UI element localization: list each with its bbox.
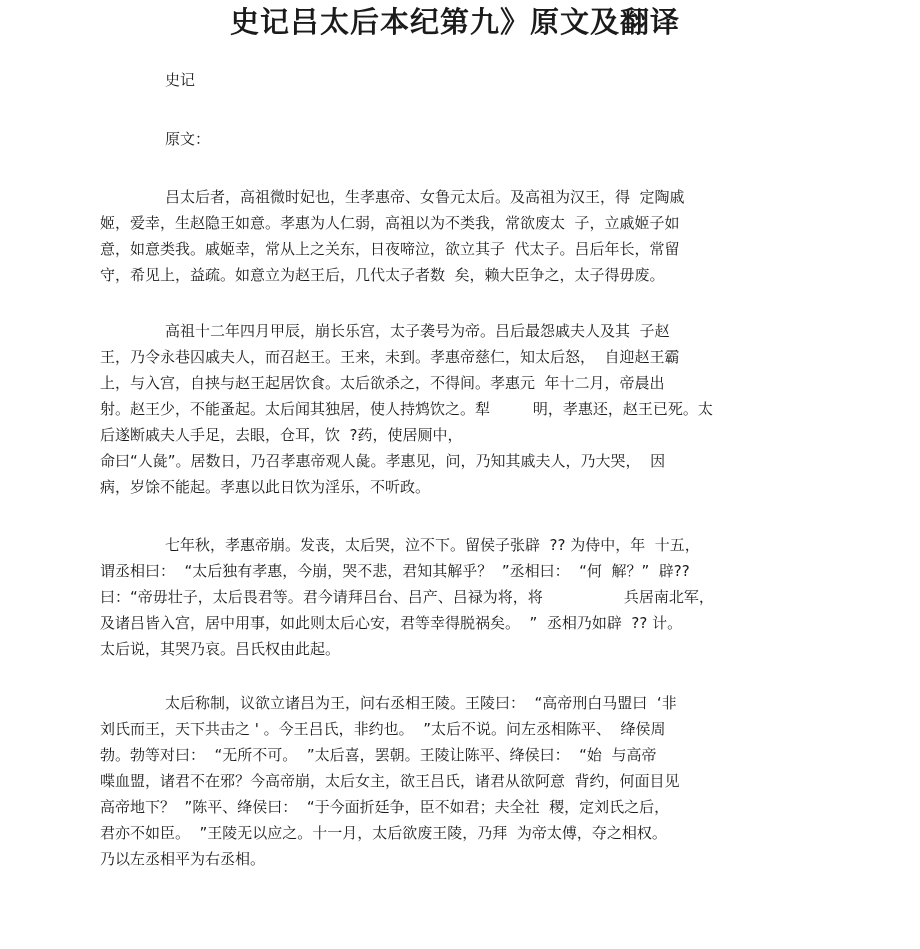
paragraph <box>100 318 800 500</box>
text-line: 王，乃令永巷囚戚夫人，而召赵王。王来，未到。孝惠帝慈仁，知太后怒， 自迎赵王霸 <box>100 348 680 366</box>
text-line: 命曰“人彘”。居数日，乃召孝惠帝观人彘。孝惠见，问，乃知其戚夫人，乃大哭， 因 <box>100 452 666 470</box>
text-line: 谓丞相曰： “太后独有孝惠，今崩，哭不悲，君知其解乎？ ”丞相曰： “何 解？” 辟?? <box>100 562 690 580</box>
text-line: 射。赵王少，不能蚤起。太后闻其独居，使人持鸩饮之。犁 明，孝惠还，赵王已死。太 <box>100 400 713 418</box>
text-line: 七年秋，孝惠帝崩。发丧，太后哭，泣不下。留侯子张辟 ?? 为侍中，年 十五， <box>165 536 700 554</box>
text-line: 太后称制，议欲立诸吕为王，问右丞相王陵。王陵曰： “高帝刑白马盟曰 ‘非 <box>165 694 677 712</box>
paragraph <box>100 532 800 662</box>
text-line: 吕太后者，高祖微时妃也，生孝惠帝、女鲁元太后。及高祖为汉王，得 定陶戚 <box>165 188 685 206</box>
text-line: 高祖十二年四月甲辰，崩长乐宫，太子袭号为帝。吕后最怨戚夫人及其 子赵 <box>165 322 670 340</box>
text-line: 姬，爱幸，生赵隐王如意。孝惠为人仁弱，高祖以为不类我，常欲废太 子，立戚姬子如 <box>100 214 680 232</box>
document-title: 史记吕太后本纪第九》原文及翻译 <box>229 5 680 39</box>
paragraph <box>100 690 800 872</box>
text-line: 守，希见上，益疏。如意立为赵王后，几代太子者数 矣，赖大臣争之，太子得毋废。 <box>100 266 665 284</box>
text-line: 上，与入宫，自挟与赵王起居饮食。太后欲杀之，不得间。孝惠元 年十二月，帝晨出 <box>100 374 665 392</box>
text-line: 后遂断戚夫人手足，去眼，仓耳，饮 ?药，使居厕中， <box>100 426 463 444</box>
text-line: 曰：“帝毋壮子，太后畏君等。君今请拜吕台、吕产、吕禄为将，将 兵居南北军， <box>100 588 714 606</box>
section-heading: 原文： <box>165 130 211 148</box>
text-line: 勃。勃等对曰： “无所不可。 ”太后喜，罢朝。王陵让陈平、绛侯曰： “始 与高帝 <box>100 746 657 764</box>
text-line: 病，岁馀不能起。孝惠以此日饮为淫乐，不听政。 <box>100 478 431 496</box>
source-label: 史记 <box>165 71 196 89</box>
paragraph <box>100 184 800 288</box>
text-line: 及诸吕皆入宫，居中用事，如此则太后心安，君等幸得脱祸矣。 ” 丞相乃如辟 ?? 计。 <box>100 614 683 632</box>
text-line: 乃以左丞相平为右丞相。 <box>100 850 266 868</box>
text-line: 刘氏而王，天下共击之 ' 。今王吕氏，非约也。 ”太后不说。问左丞相陈平、 绛侯周 <box>100 720 666 738</box>
text-line: 意，如意类我。戚姬幸，常从上之关东，日夜啼泣，欲立其子 代太子。吕后年长，常留 <box>100 240 680 258</box>
text-line: 太后说，其哭乃哀。吕氏权由此起。 <box>100 640 341 658</box>
text-line: 高帝地下？ ”陈平、绛侯曰： “于今面折廷争，臣不如君；夫全社 稷，定刘氏之后， <box>100 798 670 816</box>
text-line: 喋血盟，诸君不在邪？今高帝崩，太后女主，欲王吕氏，诸君从欲阿意 背约，何面目见 <box>100 772 680 790</box>
text-line: 君亦不如臣。 ”王陵无以应之。十一月，太后欲废王陵，乃拜 为帝太傅，夺之相权。 <box>100 824 667 842</box>
